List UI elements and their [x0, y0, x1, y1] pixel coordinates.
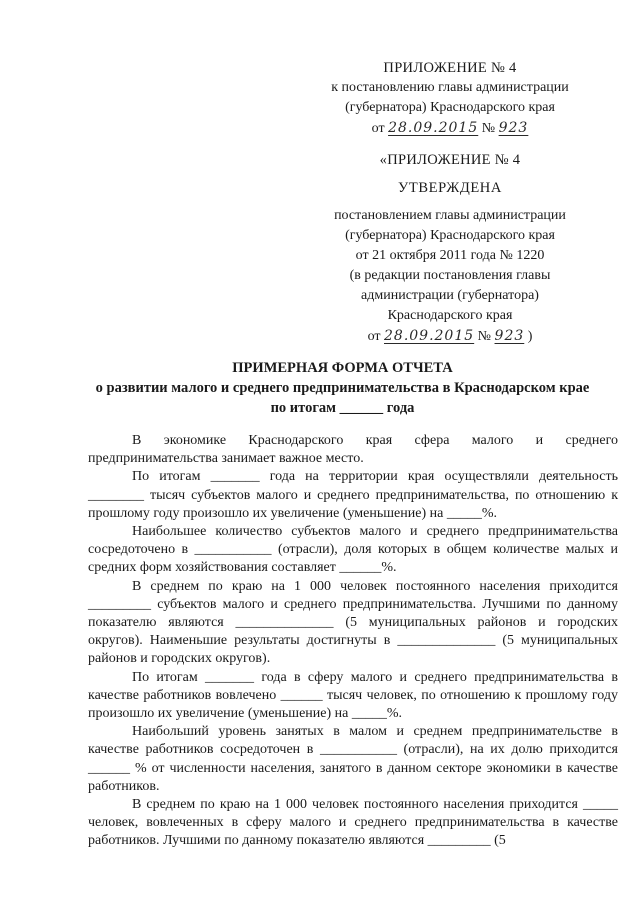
approved-label: УТВЕРЖДЕНА [398, 180, 502, 196]
annex-heading: ПРИЛОЖЕНИЕ № 4 [383, 60, 517, 76]
number-prefix: № [481, 121, 496, 136]
annex-heading: «ПРИЛОЖЕНИЕ № 4 [379, 152, 521, 168]
title-line: ПРИМЕРНАЯ ФОРМА ОТЧЕТА [232, 360, 453, 376]
annex-date-line [300, 118, 600, 139]
body-paragraph: По итогам _______ года в сферу малого и среднего предпринимательства в качестве работников вовлечено ______ тысяч человек, по отношению к прошлому году произошло их увеличение (уменьшение) на _____%. [88, 669, 618, 722]
annex-line: администрации (губернатора) [361, 288, 539, 303]
body-paragraph: В среднем по краю на 1 000 человек постоянного населения приходится _________ субъектов малого и среднего предпринимательства. Лучшими по данному показателю являются ______________ (5 муниципальных районов и городских округов). Наименьшие результаты достигнуты в ______________ (5 муниципальных районов и городских округов). [88, 578, 618, 667]
body-paragraph: По итогам _______ года на территории края осуществляли деятельность ________ тысяч субъектов малого и среднего предпринимательства, по отношению к прошлому году произошло их увеличение (уменьшение) на _____%. [88, 469, 618, 521]
title-line: по итогам ______ года [270, 400, 415, 416]
body-paragraph: Наибольшее количество субъектов малого и среднего предпринимательства сосредоточено в ___________ (отрасли), доля которых в общем количестве малых и средних форм хозяйствования составляет ______%. [88, 524, 618, 576]
date-prefix: от [371, 121, 385, 136]
annex-line: постановлением главы администрации [334, 208, 566, 223]
handwritten-date: 28.09.2015 [388, 120, 479, 136]
annex-header [300, 58, 600, 139]
handwritten-number: 923 [498, 120, 529, 136]
date-prefix: от [367, 329, 381, 344]
annex-line: (губернатора) Краснодарского края [345, 100, 555, 115]
annex-line: (в редакции постановления главы [349, 268, 551, 283]
handwritten-date: 28.09.2015 [384, 328, 475, 344]
annex-quoted-block [300, 150, 600, 347]
handwritten-number: 923 [494, 328, 525, 344]
body-paragraph: В экономике Краснодарского края сфера малого и среднего предпринимательства занимает важное место. [88, 433, 618, 467]
title-line: о развитии малого и среднего предпринимательства в Краснодарском крае [95, 380, 590, 396]
document-body [88, 432, 618, 851]
body-paragraph: В среднем по краю на 1 000 человек постоянного населения приходится _____ человек, вовлеченных в сферу малого и среднего предпринимательства в качестве работников. Лучшими по данному показателю являются _________ (5 [88, 797, 618, 849]
annex-line: к постановлению главы администрации [331, 80, 569, 95]
document-title [60, 358, 625, 418]
annex-line: (губернатора) Краснодарского края [345, 228, 555, 243]
annex-line: от 21 октября 2011 года № 1220 [355, 248, 545, 263]
body-paragraph: Наибольший уровень занятых в малом и среднем предпринимательстве в качестве работников сосредоточен в ___________ (отрасли), на их долю приходится ______ % от численности населения, занятого в данном секторе экономики в качестве работников. [88, 724, 618, 794]
annex-line: Краснодарского края [387, 308, 513, 323]
annex-date-line [300, 326, 600, 347]
number-prefix: № [477, 329, 492, 344]
closing-parenthesis: ) [527, 329, 533, 344]
